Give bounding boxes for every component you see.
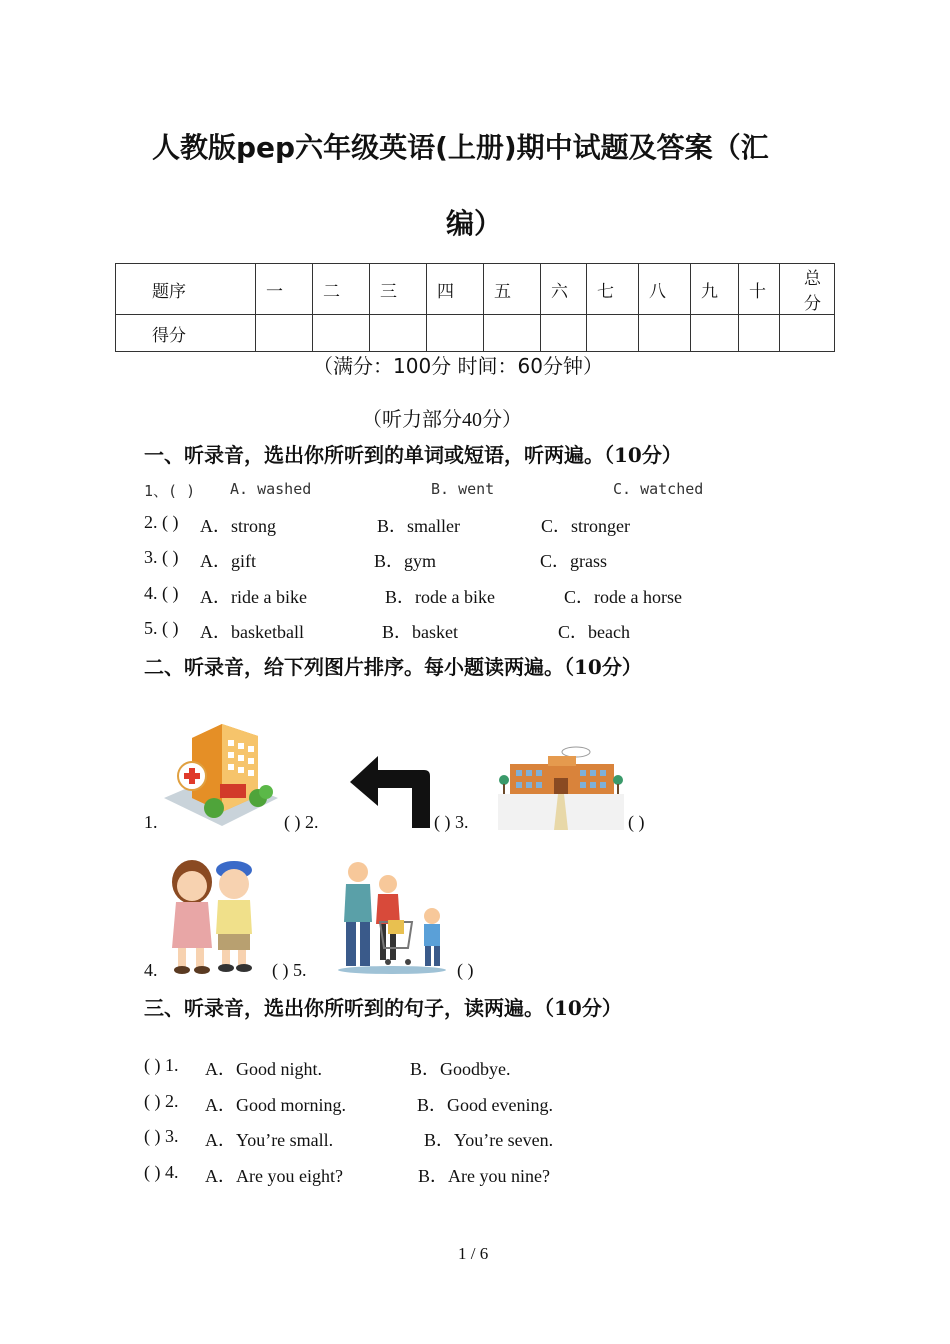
s1-q4-option-a: A．ride a bike [200, 587, 307, 607]
s2-label-5-blank: ( ) [457, 960, 474, 980]
score-table-header-label: 题序 [116, 264, 256, 315]
score-cell[interactable] [587, 315, 639, 352]
s3-q3-num: ( ) 3. [144, 1126, 179, 1146]
s3-q4-option-b: B．Are you nine? [418, 1166, 550, 1186]
s3-q1-num: ( ) 1. [144, 1055, 179, 1075]
score-table [115, 263, 835, 352]
s2-label-2: ( ) 2. [284, 812, 319, 832]
score-table-col: 五 [484, 264, 541, 315]
s3-q2-option-a: A．Good morning. [205, 1095, 346, 1115]
turn-left-arrow-icon [348, 752, 432, 830]
s2-label-4: 4. [144, 960, 158, 980]
section2-heading: 二、听录音，给下列图片排序。每小题读两遍。（10分） [144, 655, 642, 679]
score-table-header-row [116, 264, 835, 315]
score-cell[interactable] [639, 315, 691, 352]
score-table-col: 十 [739, 264, 780, 315]
score-cell[interactable] [256, 315, 313, 352]
s1-q2-option-b: B．smaller [377, 516, 460, 536]
children-picture [162, 858, 270, 976]
s2-label-3-blank: ( ) [628, 812, 645, 832]
s3-q4-option-a: A．Are you eight? [205, 1166, 343, 1186]
s2-label-3: ( ) 3. [434, 812, 469, 832]
section3-heading: 三、听录音，选出你所听到的句子，读两遍。（10分） [144, 996, 622, 1020]
s1-q5-option-b: B．basket [382, 622, 458, 642]
s3-q1-option-a: A．Good night. [205, 1059, 322, 1079]
score-table-col: 六 [541, 264, 587, 315]
s1-q3-option-c: C．grass [540, 551, 607, 571]
section1-heading: 一、听录音，选出你所听到的单词或短语，听两遍。（10分） [144, 443, 682, 467]
score-cell[interactable] [691, 315, 739, 352]
s1-q5-option-a: A．basketball [200, 622, 304, 642]
exam-meta: （满分：100分 时间：60分钟） [313, 354, 603, 378]
score-cell[interactable] [427, 315, 484, 352]
hospital-picture [162, 718, 280, 830]
s3-q3-option-b: B．You’re seven. [424, 1130, 554, 1150]
score-cell[interactable] [541, 315, 587, 352]
s3-q4-num: ( ) 4. [144, 1162, 179, 1182]
score-cell[interactable] [370, 315, 427, 352]
doc-title-line2: 编） [446, 207, 503, 240]
s1-q4-option-c: C．rode a horse [564, 587, 682, 607]
score-table-col: 三 [370, 264, 427, 315]
score-table-col: 八 [639, 264, 691, 315]
school-picture [498, 744, 624, 830]
s1-q1-option-b: B. went [431, 480, 495, 498]
score-cell[interactable] [739, 315, 780, 352]
s3-q3-option-a: A．You’re small. [205, 1130, 334, 1150]
s1-q4-option-b: B．rode a bike [385, 587, 495, 607]
s1-q1-option-c: C. watched [613, 480, 704, 498]
s1-q2-option-a: A．strong [200, 516, 276, 536]
s3-q2-num: ( ) 2. [144, 1091, 179, 1111]
score-cell[interactable] [780, 315, 835, 352]
s3-q2-option-b: B．Good evening. [417, 1095, 553, 1115]
s1-q2-option-c: C．stronger [541, 516, 630, 536]
s1-q2-num: 2. ( ) [144, 512, 179, 532]
score-table-row-label: 得分 [116, 315, 256, 352]
s3-q1-option-b: B．Goodbye. [410, 1059, 511, 1079]
score-table-col: 九 [691, 264, 739, 315]
doc-title-line1: 人教版pep六年级英语(上册)期中试题及答案（汇 [152, 131, 769, 164]
shopping-family-picture [336, 858, 452, 976]
score-cell[interactable] [484, 315, 541, 352]
s1-q1-num: 1、( ) [144, 482, 196, 500]
score-table-col-total: 总分 [780, 264, 835, 315]
listening-part-label: （听力部分40分） [362, 409, 522, 431]
score-cell[interactable] [313, 315, 370, 352]
page-number: 1 / 6 [458, 1244, 489, 1263]
score-table-col: 四 [427, 264, 484, 315]
s1-q3-num: 3. ( ) [144, 547, 179, 567]
score-table-col: 一 [256, 264, 313, 315]
s2-label-5: ( ) 5. [272, 960, 307, 980]
s1-q1-option-a: A. washed [230, 480, 312, 498]
score-table-col: 二 [313, 264, 370, 315]
s1-q3-option-a: A．gift [200, 551, 256, 571]
score-table-col: 七 [587, 264, 639, 315]
s1-q5-option-c: C．beach [558, 622, 630, 642]
s1-q5-num: 5. ( ) [144, 618, 179, 638]
score-table-score-row [116, 315, 835, 352]
s1-q3-option-b: B．gym [374, 551, 437, 571]
s1-q4-num: 4. ( ) [144, 583, 179, 603]
s2-label-1: 1. [144, 812, 158, 832]
